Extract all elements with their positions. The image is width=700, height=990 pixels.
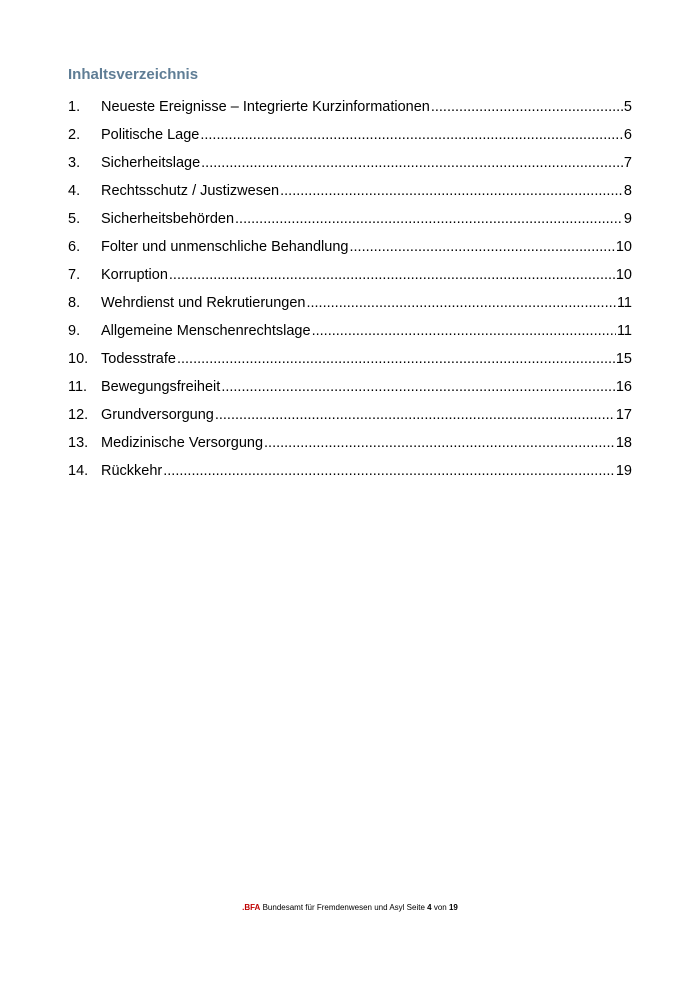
toc-entry[interactable] <box>68 295 632 312</box>
toc-entry-number: 12. <box>68 407 89 423</box>
toc-entry[interactable] <box>68 267 632 284</box>
dot-leader <box>200 127 623 144</box>
toc-entry-page: 6 <box>623 127 632 143</box>
dot-leader <box>201 155 623 172</box>
toc-heading: Inhaltsverzeichnis <box>68 66 199 83</box>
toc-entry-page: 15 <box>615 351 632 367</box>
toc-entry[interactable] <box>68 323 632 340</box>
toc-entry-page: 10 <box>615 267 632 283</box>
toc-entry-title: Folter und unmenschliche Behandlung <box>101 239 349 255</box>
dot-leader <box>221 379 615 396</box>
dot-leader <box>306 295 615 312</box>
toc-entry-number: 13. <box>68 435 89 451</box>
dot-leader <box>235 211 623 228</box>
toc-entry-title: Grundversorgung <box>101 407 214 423</box>
toc-entry[interactable] <box>68 99 632 116</box>
toc-entry-title: Wehrdienst und Rekrutierungen <box>101 295 306 311</box>
toc-entry-page: 16 <box>615 379 632 395</box>
dot-leader <box>169 267 615 284</box>
toc-entry-number: 10. <box>68 351 89 367</box>
toc-entry-page: 18 <box>615 435 632 451</box>
footer-von-label: von <box>433 903 447 912</box>
toc-entry-number: 9. <box>68 323 81 339</box>
toc-entry-title: Sicherheitslage <box>101 155 201 171</box>
toc-entry-page: 5 <box>623 99 632 115</box>
footer-page-label: Seite <box>406 903 425 912</box>
bfa-logo: .BFA <box>242 903 261 912</box>
toc-entry-number: 1. <box>68 99 81 115</box>
toc-entry[interactable] <box>68 239 632 256</box>
toc-entry-title: Medizinische Versorgung <box>101 435 264 451</box>
dot-leader <box>264 435 615 452</box>
footer-page-total: 19 <box>448 903 458 912</box>
footer-page-current: 4 <box>427 903 432 912</box>
page-footer <box>0 903 700 912</box>
toc-entry[interactable] <box>68 211 632 228</box>
dot-leader <box>312 323 616 340</box>
toc-entry-number: 6. <box>68 239 81 255</box>
toc-entry[interactable] <box>68 127 632 144</box>
toc-entry[interactable] <box>68 351 632 368</box>
toc-entry[interactable] <box>68 463 632 480</box>
toc-entry-title: Korruption <box>101 267 168 283</box>
dot-leader <box>280 183 623 200</box>
toc-entry-title: Todesstrafe <box>101 351 176 367</box>
toc-entry-page: 7 <box>623 155 632 171</box>
toc-entry-number: 2. <box>68 127 81 143</box>
toc-entry-number: 11. <box>68 379 88 395</box>
toc-entry-number: 14. <box>68 463 89 479</box>
toc-entry[interactable] <box>68 379 632 396</box>
toc-entry-page: 9 <box>623 211 632 227</box>
toc-entry-title: Allgemeine Menschenrechtslage <box>101 323 311 339</box>
document-page <box>0 0 700 480</box>
toc-entry[interactable] <box>68 183 632 200</box>
toc-entry[interactable] <box>68 155 632 172</box>
toc-entry-page: 11 <box>616 295 632 311</box>
toc-entry-number: 3. <box>68 155 81 171</box>
dot-leader <box>163 463 615 480</box>
toc-entry-number: 7. <box>68 267 81 283</box>
toc-entry-page: 8 <box>623 183 632 199</box>
toc-entry-title: Rückkehr <box>101 463 163 479</box>
footer-org-text: Bundesamt für Fremdenwesen und Asyl <box>262 903 405 912</box>
toc-entry-title: Rechtsschutz / Justizwesen <box>101 183 280 199</box>
toc-entry-title: Sicherheitsbehörden <box>101 211 235 227</box>
toc-entry-number: 4. <box>68 183 81 199</box>
toc-entry-title: Neueste Ereignisse – Integrierte Kurzinformationen <box>101 99 430 115</box>
toc-entry-number: 5. <box>68 211 81 227</box>
toc-entry-page: 10 <box>615 239 632 255</box>
toc-entry[interactable] <box>68 407 632 424</box>
toc-entry-page: 17 <box>615 407 632 423</box>
dot-leader <box>431 99 623 116</box>
toc-entry-title: Bewegungsfreiheit <box>101 379 221 395</box>
table-of-contents <box>68 99 632 480</box>
toc-entry-number: 8. <box>68 295 81 311</box>
dot-leader <box>215 407 615 424</box>
dot-leader <box>177 351 615 368</box>
dot-leader <box>349 239 614 256</box>
toc-entry-page: 11 <box>616 323 632 339</box>
toc-entry[interactable] <box>68 435 632 452</box>
toc-entry-title: Politische Lage <box>101 127 200 143</box>
toc-entry-page: 19 <box>615 463 632 479</box>
